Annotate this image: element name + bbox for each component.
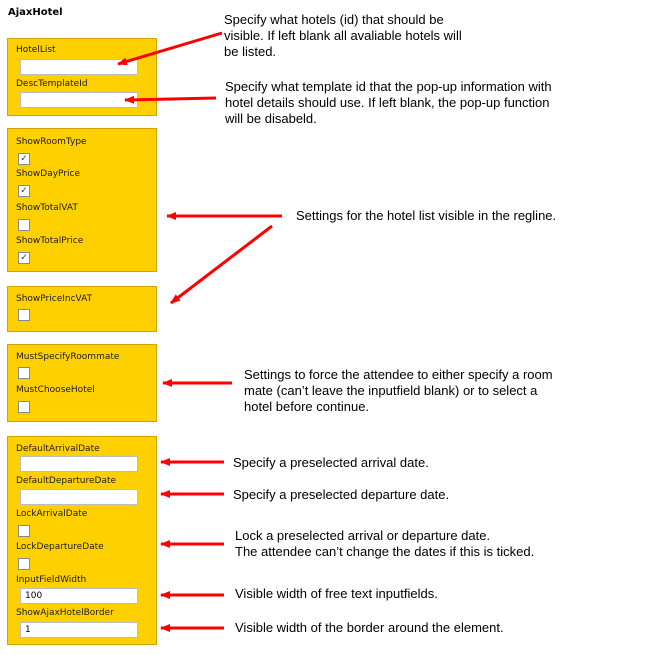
note-line: be listed. [224, 44, 277, 59]
note-line: hotel before continue. [244, 399, 370, 414]
note-line: hotel details should use. If left blank, the pop-up function [225, 95, 550, 110]
note-line: Settings to force the attendee to either specify a room [244, 367, 553, 382]
note-line: visible. If left blank all avaliable hotels will [224, 28, 462, 43]
note-hotel-ids [224, 12, 462, 60]
default-departure-date-label: DefaultDepartureDate [16, 476, 117, 486]
desc-template-label: DescTemplateId [16, 79, 88, 89]
note-line: mate (can’t leave the inputfield blank) or to select a [244, 383, 538, 398]
input-field-width-input[interactable]: 100 [20, 588, 138, 604]
show-total-vat-label: ShowTotalVAT [16, 203, 78, 213]
arrow-price-settings [171, 226, 272, 303]
note-arrival: Specify a preselected arrival date. [233, 455, 429, 470]
note-input-width: Visible width of free text inputfields. [235, 586, 438, 601]
must-choose-hotel-label: MustChooseHotel [16, 385, 95, 395]
show-ajax-hotel-border-input[interactable]: 1 [20, 622, 138, 638]
show-ajax-hotel-border-label: ShowAjaxHotelBorder [16, 608, 114, 618]
arrow-hotel-ids [118, 33, 222, 64]
note-force-settings [244, 367, 553, 415]
show-day-price-checkbox[interactable]: ✓ [18, 185, 30, 197]
show-total-price-label: ShowTotalPrice [16, 236, 84, 246]
note-line: Specify what template id that the pop-up information with [225, 79, 552, 94]
lock-departure-date-label: LockDepartureDate [16, 542, 104, 552]
show-room-type-label: ShowRoomType [16, 137, 87, 147]
note-template-id [225, 79, 552, 127]
default-arrival-date-label: DefaultArrivalDate [16, 444, 100, 454]
show-room-type-checkbox[interactable]: ✓ [18, 153, 30, 165]
note-line: The attendee can’t change the dates if this is ticked. [235, 544, 535, 559]
show-price-inc-vat-label: ShowPriceIncVAT [16, 294, 93, 304]
note-departure: Specify a preselected departure date. [233, 487, 450, 502]
arrow-template-id [125, 98, 216, 100]
note-line: Lock a preselected arrival or departure date. [235, 528, 491, 543]
show-total-price-checkbox[interactable]: ✓ [18, 252, 30, 264]
note-hotel-list-settings: Settings for the hotel list visible in the regline. [296, 208, 557, 223]
note-line: Specify what hotels (id) that should be [224, 12, 444, 27]
note-border-width: Visible width of the border around the element. [235, 620, 504, 635]
show-day-price-label: ShowDayPrice [16, 169, 81, 179]
note-line: will be disabeld. [225, 111, 317, 126]
must-specify-roommate-label: MustSpecifyRoommate [16, 352, 120, 362]
hotel-list-label: HotelList [16, 45, 56, 55]
lock-arrival-date-label: LockArrivalDate [16, 509, 88, 519]
input-field-width-label: InputFieldWidth [16, 575, 87, 585]
page-title: AjaxHotel [8, 7, 63, 18]
note-lock [235, 528, 534, 560]
